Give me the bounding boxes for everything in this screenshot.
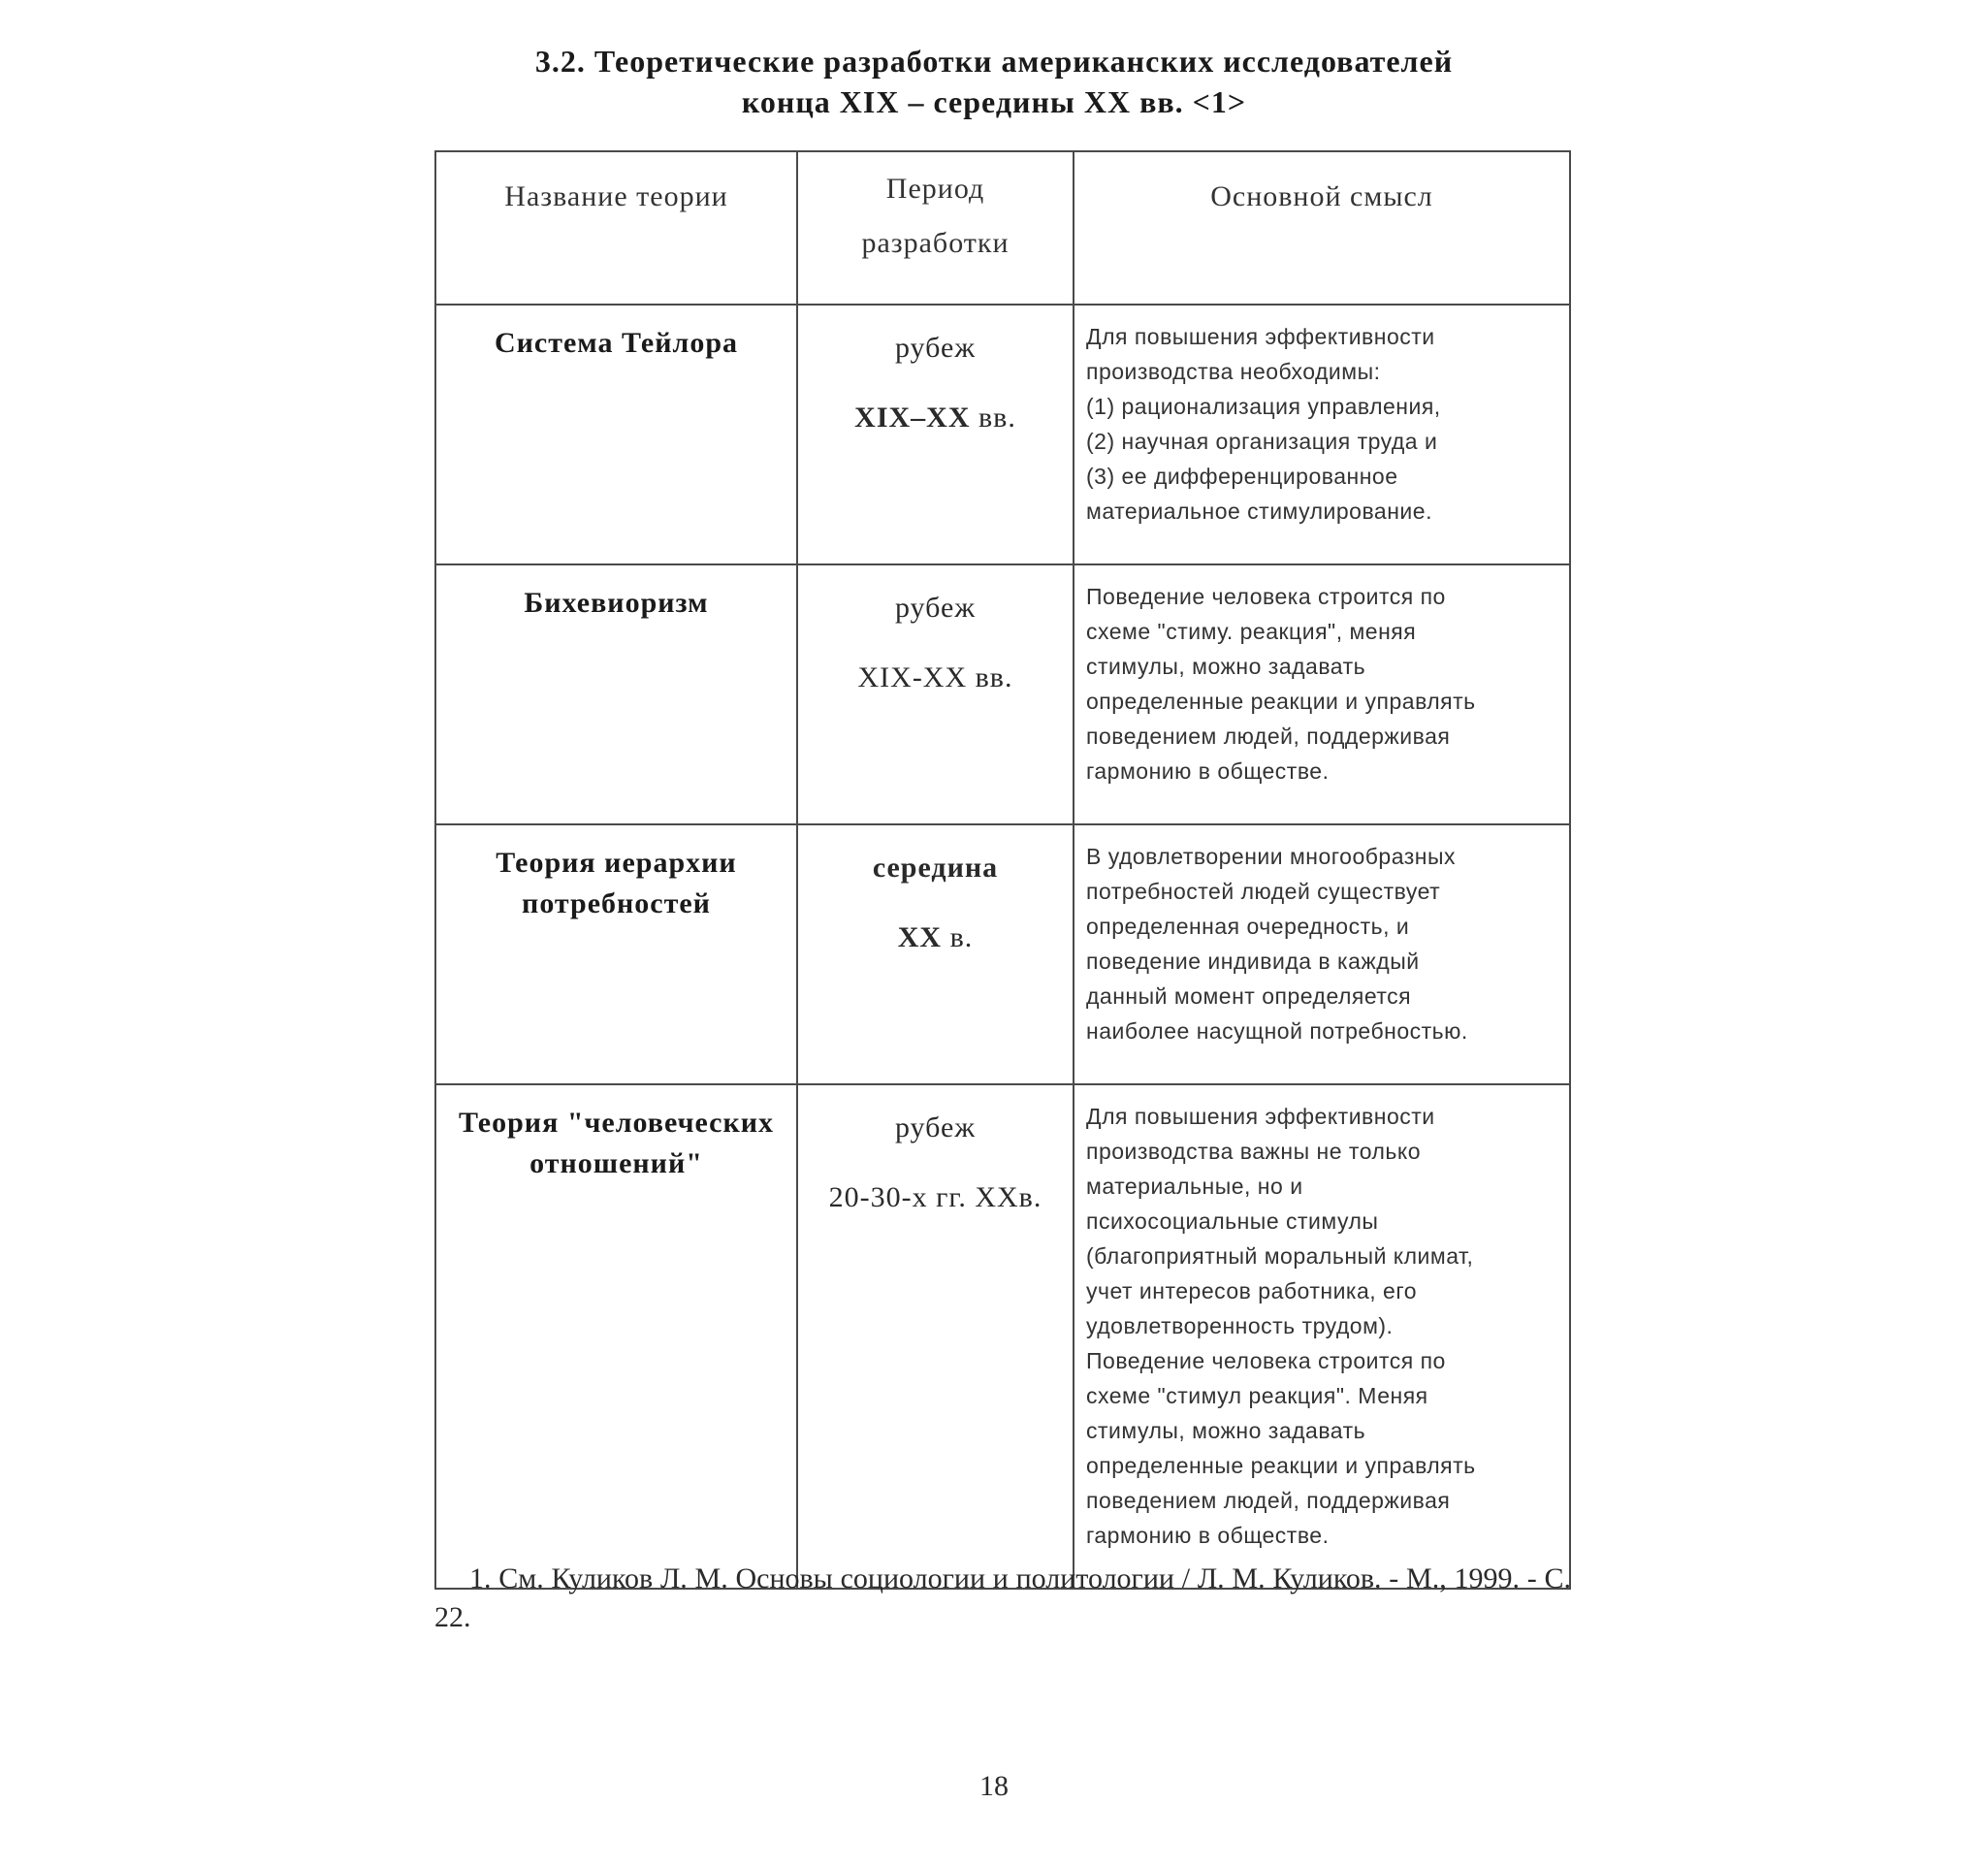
period-line-1: рубеж xyxy=(894,592,977,624)
period-cell xyxy=(797,1084,1074,1589)
meaning-cell: В удовлетворении многообразных потребностей людей существует определенная очередность, и поведение индивида в каждый данный момент определяется наиболее насущной потребностью. xyxy=(1074,824,1570,1084)
section-title-line-2: конца XIX – середины XX вв. <1> xyxy=(741,84,1247,119)
header-period xyxy=(797,151,1074,305)
page-number: 18 xyxy=(979,1770,1009,1802)
footnote: 1. См. Куликов Л. М. Основы социологии и политологии / Л. М. Куликов. - М., 1999. - С. 22. xyxy=(434,1562,1571,1633)
theory-name-cell xyxy=(435,1084,797,1589)
theory-name: Бихевиоризм xyxy=(524,587,709,619)
header-meaning: Основной смысл xyxy=(1074,151,1570,305)
theory-name-cell xyxy=(435,824,797,1084)
period-line-2-bold: XIX–XX xyxy=(854,402,971,434)
header-theory-name: Название теории xyxy=(435,151,797,305)
period-line-2-bold: XX xyxy=(897,921,943,953)
theory-name: Система Тейлора xyxy=(494,327,739,359)
table-header-row xyxy=(435,151,1570,305)
theory-name: Теория "человеческих отношений" xyxy=(458,1107,775,1179)
period-line-2-rest: в. xyxy=(942,921,974,953)
period-cell xyxy=(797,564,1074,824)
period-cell xyxy=(797,305,1074,564)
meaning-cell: Для повышения эффективности производства необходимы: (1) рационализация управления, (2) научная организация труда и (3) ее дифференцированное материальное стимулирование. xyxy=(1074,305,1570,564)
meaning-cell: Поведение человека строится по схеме "стиму. реакция", меняя стимулы, можно задавать определенные реакции и управлять поведением людей, поддерживая гармонию в обществе. xyxy=(1074,564,1570,824)
period-line-2-rest: XIX-XX вв. xyxy=(857,661,1013,693)
theory-name: Теория иерархии потребностей xyxy=(496,847,737,919)
table-row xyxy=(435,564,1570,824)
header-period-line-1: Период xyxy=(885,173,985,205)
table-row xyxy=(435,305,1570,564)
period-line-1: рубеж xyxy=(894,332,977,364)
table-row xyxy=(435,824,1570,1084)
period-line-1: рубеж xyxy=(894,1111,977,1143)
meaning-cell: Для повышения эффективности производства важны не только материальные, но и психосоциальные стимулы (благоприятный моральный климат, учет интересов работника, его удовлетворенность трудом). Поведение человека строится по схеме "стимул реакция". Меняя стимулы, можно задавать определенные реакции и управлять поведением людей, поддерживая гармонию в обществе. xyxy=(1074,1084,1570,1589)
section-title-line-1: 3.2. Теоретические разработки американских исследователей xyxy=(534,44,1454,79)
period-line-2 xyxy=(798,643,1073,713)
period-line-2 xyxy=(798,383,1073,453)
table-row xyxy=(435,1084,1570,1589)
period-line-2-rest: 20-30-х гг. XXв. xyxy=(828,1181,1042,1213)
period-line-2 xyxy=(798,903,1073,973)
period-line-1: середина xyxy=(872,852,999,884)
period-line-2-rest: вв. xyxy=(970,402,1016,434)
period-line-2 xyxy=(798,1163,1073,1233)
theories-table xyxy=(434,150,1571,1590)
period-cell xyxy=(797,824,1074,1084)
theory-name-cell xyxy=(435,305,797,564)
header-period-line-2: разработки xyxy=(861,227,1010,259)
section-title xyxy=(436,41,1552,122)
theory-name-cell xyxy=(435,564,797,824)
